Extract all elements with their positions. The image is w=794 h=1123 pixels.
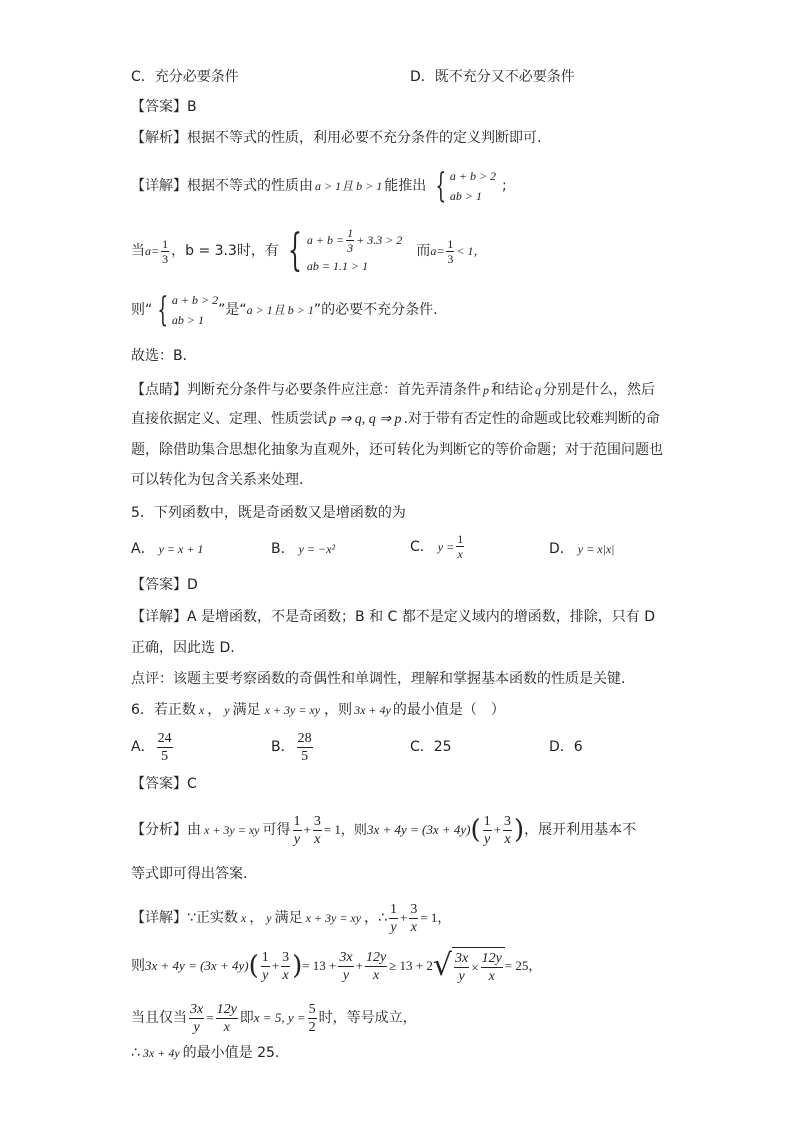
answer-value: B [187, 99, 197, 115]
text: 当 [131, 243, 145, 259]
detail-line-1 [131, 607, 655, 627]
detail-line-2 [131, 226, 486, 276]
sqrt: √ $\frac{3x}{y}$ × $\frac{12y}{x}$ [433, 947, 505, 985]
option-b: B． $\frac{28}{5}$ [271, 730, 312, 764]
analysis-line: 【分析】 由 x + 3y = xy 可得 $\frac{1}{y}$ + $\frac{3}{x}$ = 1，则 3x + 4y = (3x + 4y) ( $\frac{1}{y}$ + $\frac{3}{x}$ ) ，展开利用基本不 [131, 813, 637, 847]
detail-line-3 [131, 290, 438, 330]
answer-line [131, 97, 197, 117]
text: 和结论 [491, 382, 533, 398]
system-row: ab > 1 [449, 189, 482, 203]
answer-line [131, 774, 197, 794]
comment-line-1 [131, 380, 655, 400]
detail-line-1: 【详解】 ∵正实数 x ， y 满足 x + 3y = xy ，∴ $\frac{1}{y}$ + $\frac{3}{x}$ = 1， [131, 901, 451, 935]
inequality-system [430, 166, 496, 206]
option-d: D．既不充分又不必要条件 [410, 69, 575, 85]
system-row: ab > 1 [171, 313, 205, 327]
detail-label: 【详解】 [131, 910, 187, 926]
detail-label: 【详解】 [131, 178, 187, 194]
answer-label: 【答案】 [131, 776, 187, 792]
comment-line-3: 题，除借助集合思想化抽象为直观外，还可转化为判断它的等价命题；对于范围问题也 [131, 442, 663, 458]
brace: { [287, 225, 302, 276]
question-6-options [131, 727, 691, 767]
detail-line-2: 则 3x + 4y = (3x + 4y) ( $\frac{1}{y}$ + $\frac{3}{x}$ ) = 13 + $\frac{3x}{y}$ + $\frac{12y}{x}$ ≥ 13 + 2 √ $\frac{3x}{y}$ × $\frac{12y}{x}$ = 25， [131, 948, 542, 984]
math: < 1， [456, 244, 486, 258]
inequality-system [152, 290, 218, 330]
answer-label: 【答案】 [131, 577, 187, 593]
semicolon: ; [502, 178, 507, 194]
analysis-line-2: 等式即可得出答案. [131, 866, 248, 882]
math: q [535, 383, 541, 397]
text: 直接依据定义、定理、性质尝试 [131, 411, 327, 427]
math: p [483, 383, 489, 397]
option-d: D．6 [549, 739, 583, 755]
answer-label: 【答案】 [131, 99, 187, 115]
detail-text: 根据不等式的性质由 [187, 178, 313, 194]
detail-line-4: ∴ 3x + 4y 的最小值是 25. [131, 1045, 280, 1061]
text: ”是“ [218, 302, 247, 318]
system-row: a + b > 2 [171, 293, 219, 307]
text: .对于带有否定性的命题或比较难判断的命 [403, 411, 660, 427]
analysis-line [131, 128, 541, 148]
math: a= [430, 244, 445, 258]
option-c: C．25 [410, 739, 452, 755]
math: a + b = [306, 233, 345, 247]
detail-text-tail: 能推出 [384, 178, 427, 194]
fraction-one-third: $\frac{1}{3}$ [162, 236, 169, 266]
option-d: D． y = x|x| [549, 541, 615, 557]
detail-line-1 [131, 166, 507, 206]
detail-line-3: 当且仅当 $\frac{3x}{y}$ = $\frac{12y}{x}$ 即 x = 5, y = $\frac{5}{2}$ 时，等号成立， [131, 1001, 417, 1035]
detail-label: 【详解】 [131, 609, 187, 625]
system-row [307, 226, 402, 255]
fraction-one-third: $\frac{1}{3}$ [447, 236, 454, 266]
math: + 3.3 > 2 [356, 233, 403, 247]
analysis-label: 【解析】 [131, 130, 187, 146]
choose-line: 故选：B． [131, 348, 197, 364]
fraction-one-third: $\frac{1}{3}$ [347, 225, 354, 255]
text: 而 [416, 243, 431, 259]
detail-line-2: 正确，因此选 D. [131, 640, 235, 656]
math: p ⇒ q, q ⇒ p [329, 412, 402, 427]
option-b: B． y = −x² [271, 541, 336, 557]
text: 分别是什么，然后 [543, 382, 655, 398]
answer-value: D [187, 577, 198, 593]
math: a= [145, 244, 160, 258]
text: ”的必要不充分条件. [313, 302, 438, 318]
brace: { [435, 166, 447, 206]
comment-line-4: 可以转化为包含关系来处理． [131, 472, 313, 488]
analysis-text: 根据不等式的性质，利用必要不充分条件的定义判断即可. [187, 130, 542, 146]
option-c: C． y = $\frac{1}{x}$ [410, 532, 464, 561]
option-a: A． y = x + 1 [131, 541, 204, 557]
condition-math: a > 1且 b > 1 [315, 179, 383, 193]
brace: { [157, 290, 169, 330]
question-5-stem: 5．下列函数中，既是奇函数又是增函数的为 [131, 505, 406, 521]
question-6-stem: 6．若正数 x ， y 满足 x + 3y = xy ，则 3x + 4y 的最小值是（ ） [131, 702, 505, 718]
question-5-options [131, 532, 691, 566]
comment-label: 【点睛】 [131, 382, 187, 398]
analysis-label: 【分析】 [131, 822, 187, 838]
option-a: A． $\frac{24}{5}$ [131, 730, 172, 764]
answer-value: C [187, 776, 197, 792]
system-row: a + b > 2 [449, 169, 497, 183]
equation-system [281, 226, 402, 277]
condition-math: a > 1且 b > 1 [246, 303, 314, 317]
text: 则“ [131, 302, 153, 318]
option-c: C．充分必要条件 [131, 69, 239, 85]
text: 判断充分条件与必要条件应注意：首先弄清条件 [187, 382, 481, 398]
text: A 是增函数，不是奇函数；B 和 C 都不是定义域内的增函数，排除，只有 D [187, 609, 655, 625]
comment-line-2 [131, 409, 660, 430]
text: ，b = 3.3时，有 [171, 243, 279, 259]
review-line: 点评：该题主要考察函数的奇偶性和单调性，理解和掌握基本函数的性质是关键. [131, 671, 626, 687]
answer-line [131, 575, 198, 595]
system-row: ab = 1.1 > 1 [306, 258, 369, 273]
